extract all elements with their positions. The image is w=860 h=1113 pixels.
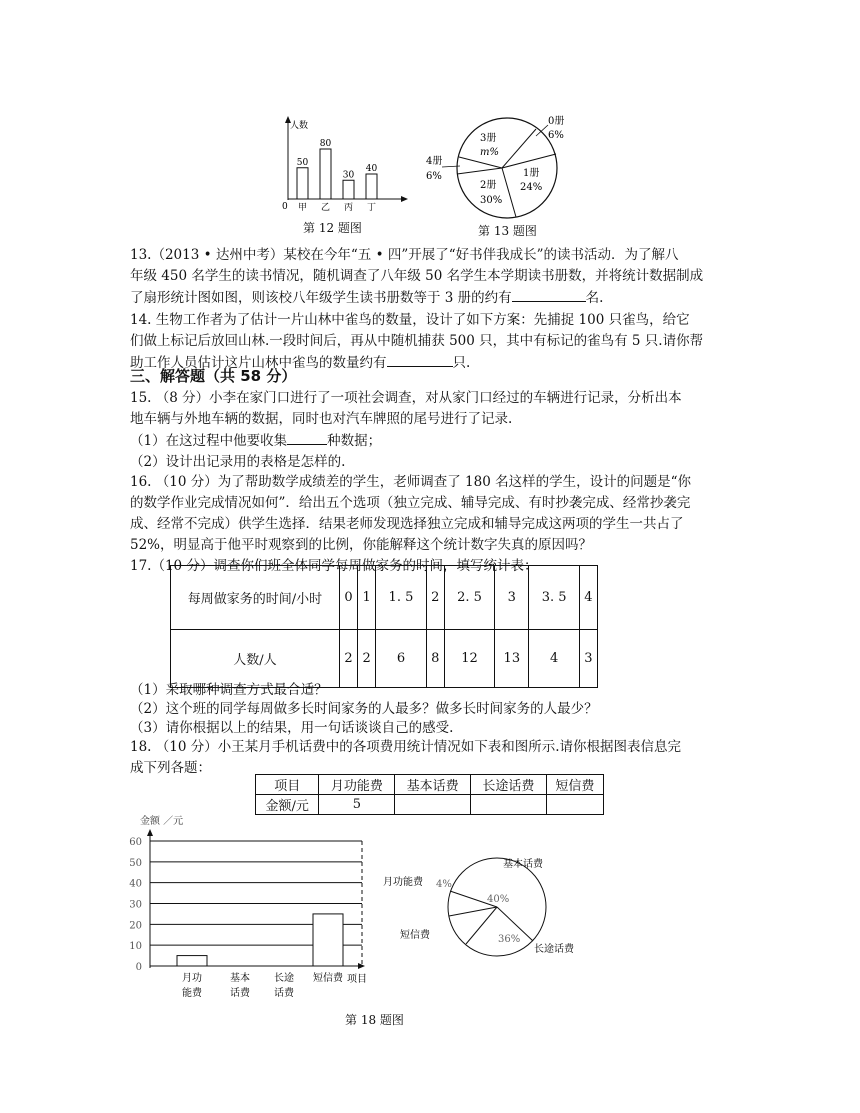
q17-cell: 13 [495,630,529,688]
pie-divider [502,129,536,168]
q14-line1: 14. 生物工作者为了估计一片山林中雀鸟的数量，设计了如下方案：先捕捉 100 只雀鸟，给它 [130,312,690,328]
q18-cell [395,795,471,815]
category-label: 丁 [366,203,377,213]
q17-row-count [171,630,598,688]
q16-line2: 的数学作业完成情况如何”．给出五个选项（独立完成、辅导完成、有时抄袭完成、经常抄袭完 [130,495,691,511]
pie-label-yuegong: 月功能费 [383,877,423,888]
q16-line1: 16. （10 分）为了帮助数学成绩差的学生，老师调查了 180 名这样的学生，设计的问题是“你 [130,474,691,490]
category-label: 丙 [343,203,354,213]
pie-pct-jiben: 40% [487,894,510,905]
q14-line3: 助工作人员估计这片山林中雀鸟的数量约有 [130,355,387,371]
q15-answer-blank[interactable] [287,430,327,445]
pie-divider [502,154,556,168]
slice-label-1: 1册 [523,168,540,179]
q18-th: 基本话费 [395,775,471,795]
q18-cell: 5 [319,795,395,815]
y-axis-arrow [147,829,153,836]
q17-cell: 1 [358,566,376,630]
q17-cell: 1. 5 [376,566,426,630]
q18-table-header-row [256,775,604,795]
q18-th: 长途话费 [471,775,547,795]
q17-cell: 6 [376,630,426,688]
bar-value-label: 30 [342,170,355,181]
q17-sub2: （2）这个班的同学每周做多长时间家务的人最多？做多长时间家务的人最少？ [130,701,598,717]
q17-cell: 3 [495,566,529,630]
q16-line4: 52%，明显高于他平时观察到的比例，你能解释这个统计数字失真的原因吗？ [130,537,593,553]
q18-th: 短信费 [546,775,603,795]
q17-row1-header: 每周做家务的时间/小时 [171,566,340,630]
q17-cell: 2 [340,630,358,688]
x-category-label: 基本 [230,973,250,984]
pie-divider [466,907,497,944]
x-category-label: 短信费 [313,973,343,984]
q17-cell: 4 [579,566,597,630]
category-label: 乙 [320,203,331,213]
bar-value-label: 40 [365,164,378,174]
slice-value-3: m% [480,147,499,158]
x-category-label: 话费 [274,988,294,999]
x-category-label: 月功 [182,973,202,984]
q17-cell: 3. 5 [529,566,579,630]
x-axis-arrow [401,196,408,202]
q13-line3-end: 名. [585,290,604,306]
pie-label-duanxin: 短信费 [400,930,430,941]
q18-th: 项目 [256,775,319,795]
bar-甲 [297,168,308,199]
pie-label-changtu: 长途话费 [534,944,574,955]
figure-12-bar-chart [270,112,420,222]
fig13-caption: 第 13 题图 [478,224,537,238]
pie-divider [449,907,497,916]
q13-line1: 13.（2013 • 达州中考）某校在今年“五 • 四”开展了“好书伴我成长”的读书活动．为了解八 [130,247,679,263]
x-category-label: 话费 [230,988,250,999]
q15-line1: 15. （8 分）小李在家门口进行了一项社会调查，对从家门口经过的车辆进行记录，分析出本 [130,390,682,406]
q17-row2-header: 人数/人 [171,630,340,688]
q13-line2: 年级 450 名学生的读书情况，随机调查了八年级 50 名学生本学期读书册数，并将统计数据制成 [130,268,704,284]
bar-value-label: 50 [296,157,309,168]
slice-value-4: 6% [426,171,442,182]
x-category-label: 长途 [274,973,294,984]
fig18-caption: 第 18 题图 [345,1013,404,1027]
label-leader [536,125,548,136]
fig12-ylabel: 人数 [290,121,309,131]
q16-line3: 成、经常不完成）供学生选择．结果老师发现选择独立完成和辅导完成这两项的学生一共占了 [130,516,684,532]
bar-丁 [366,174,377,199]
fig18-xlabel: 项目 [347,974,367,985]
q14-answer-blank[interactable] [387,352,453,367]
y-tick-label: 0 [135,962,142,973]
slice-value-1: 24% [520,182,543,193]
bar-月功能费 [177,956,207,966]
question-18 [130,737,740,779]
q17-cell: 0 [340,566,358,630]
y-tick-label: 20 [129,920,142,932]
q17-sub3: （3）请你根据以上的结果，用一句话谈谈自己的感受. [130,720,454,736]
fig18-ylabel: 金额 ／元 [140,816,184,827]
q15-sub1: （1）在这过程中他要收集 [130,433,288,449]
figure-18-bar-chart [120,810,395,1010]
slice-label-4: 4册 [426,156,443,167]
q17-table [170,565,598,688]
q15-line2: 地车辆与外地车辆的数据，同时也对汽车牌照的尾号进行了记录. [130,411,513,427]
q17-cell: 8 [426,630,444,688]
figure-13-pie-chart [420,110,595,225]
figure-18-pie-chart [380,850,600,965]
q14-line2: 们做上标记后放回山林.一段时间后，再从中随机捕获 500 只，其中有标记的雀鸟有 5 只.请你帮 [130,333,704,349]
category-label: 甲 [297,203,308,213]
bar-乙 [320,149,331,199]
slice-label-0: 0册 [548,116,565,127]
question-15 [130,388,740,473]
q18-cell [471,795,547,815]
q18-line1: 18. （10 分）小王某月手机话费中的各项费用统计情况如下表和图所示.请你根据图表信息完 [130,739,682,755]
question-13 [130,245,740,309]
q18-th: 月功能费 [319,775,395,795]
pie-divider [502,168,516,217]
fig12-origin: 0 [282,202,288,212]
q15-sub2: （2）设计出记录用的表格是怎样的. [130,454,346,470]
q15-sub1-end: 种数据； [327,433,382,449]
pie-divider [457,168,502,174]
y-tick-label: 40 [129,878,142,890]
section-3-heading: 三、解答题（共 58 分） [130,367,297,385]
q18-table [255,774,604,815]
q18-cell [546,795,603,815]
slice-value-0: 6% [548,130,564,141]
y-tick-label: 50 [129,857,142,869]
q17-cell: 2 [426,566,444,630]
pie-label-jiben: 基本话费 [503,859,543,870]
slice-value-2: 30% [480,195,503,206]
question-16 [130,472,740,556]
y-tick-label: 60 [129,837,142,848]
bar-短信费 [313,914,343,966]
q13-answer-blank[interactable] [512,287,586,302]
bar-丙 [343,180,354,199]
y-tick-label: 10 [129,941,142,953]
pie-pct-changtu: 36% [498,934,521,945]
q17-line1: 17.（10 分）调查你们班全体同学每周做家务的时间，填写统计表： [130,558,538,574]
q17-cell: 12 [444,630,494,688]
q17-subquestions [130,681,740,738]
q13-line3: 了扇形统计图如图，则该校八年级学生读书册数等于 3 册的约有 [130,290,512,306]
x-category-label: 能费 [182,988,202,999]
slice-label-2: 2册 [480,180,497,191]
q17-row-time [171,566,598,630]
bar-value-label: 80 [319,139,332,149]
q14-line3-end: 只. [452,355,471,371]
q17-cell: 4 [529,630,579,688]
q17-sub1: （1）采取哪种调查方式最合适？ [130,682,328,698]
pie-divider [459,157,502,168]
q17-cell: 2. 5 [444,566,494,630]
slice-label-3: 3册 [480,133,497,144]
fig12-caption: 第 12 题图 [303,221,362,235]
pie-circle [457,118,557,218]
q17-cell: 3 [579,630,597,688]
q18-row-label: 金额/元 [256,795,319,815]
y-tick-label: 30 [129,899,142,911]
q18-line2: 成下列各题： [130,760,211,776]
q17-cell: 2 [358,630,376,688]
pie-pct-yuegong: 4% [436,879,452,890]
